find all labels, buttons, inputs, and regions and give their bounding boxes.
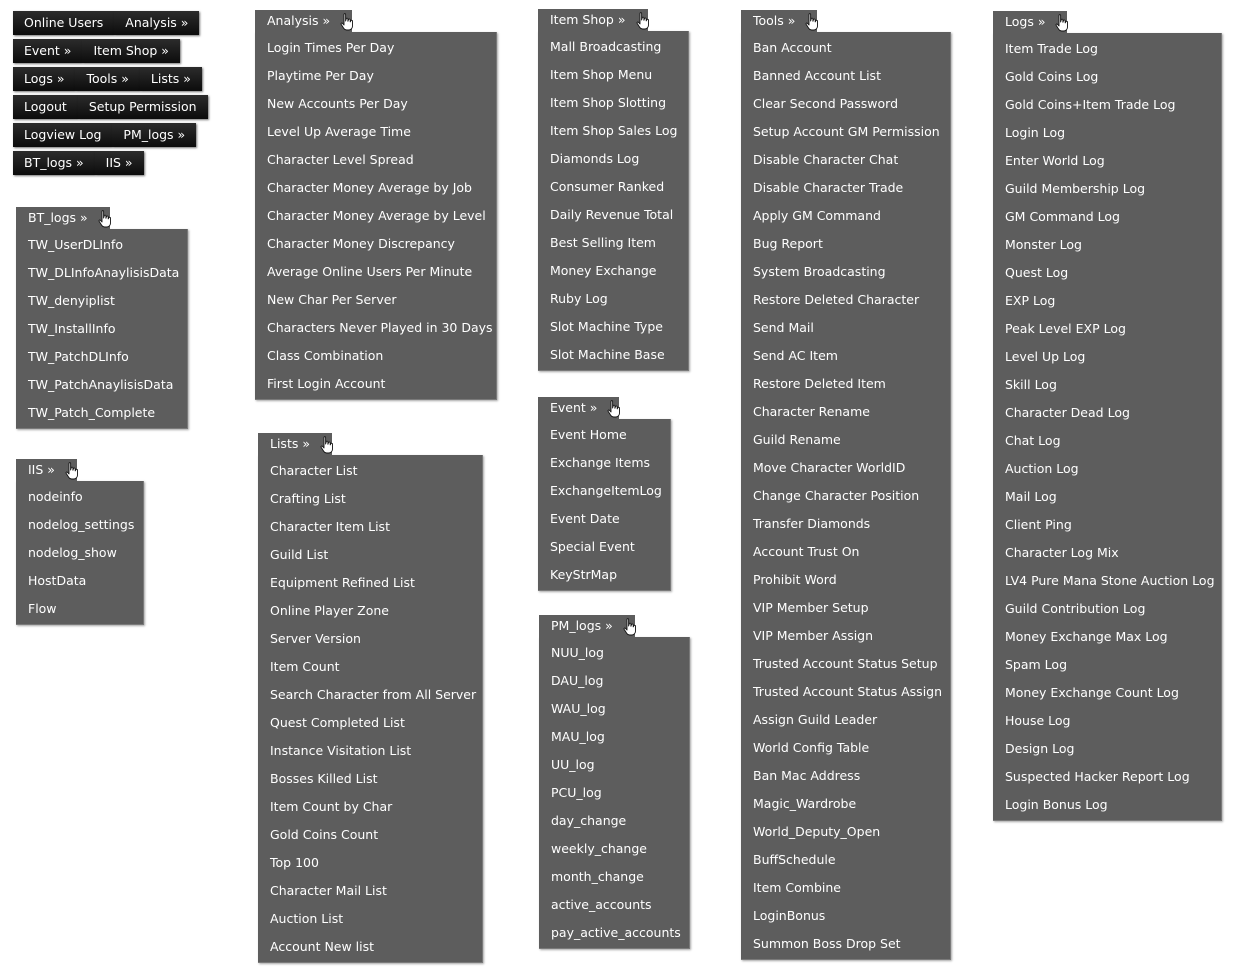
- menu-item-tw-patchdlinfo[interactable]: TW_PatchDLInfo: [28, 349, 129, 364]
- menu-item-dau-log[interactable]: DAU_log: [551, 673, 604, 688]
- menu-item-setup-account-gm-permission[interactable]: Setup Account GM Permission: [753, 124, 940, 139]
- hand-cursor-icon: [65, 462, 79, 480]
- menu-item-vip-member-assign[interactable]: VIP Member Assign: [753, 628, 874, 643]
- menu-tools-list: [741, 32, 951, 960]
- menu-item-bug-report[interactable]: Bug Report: [753, 236, 823, 251]
- menu-item-item-combine[interactable]: Item Combine: [753, 880, 842, 895]
- nav-tools-button[interactable]: Tools »: [75, 67, 139, 91]
- menu-item-tw-denyiplist[interactable]: TW_denyiplist: [28, 293, 115, 308]
- nav-logs-button[interactable]: Logs »: [13, 67, 75, 91]
- menu-iis-title: IIS »: [28, 462, 55, 477]
- menu-item-prohibit-word[interactable]: Prohibit Word: [753, 572, 837, 587]
- menu-item-money-exchange-max-log[interactable]: Money Exchange Max Log: [1005, 629, 1168, 644]
- menu-lists-title: Lists »: [270, 436, 310, 451]
- menu-item-level-up-average-time[interactable]: Level Up Average Time: [267, 124, 411, 139]
- menu-item-consumer-ranked[interactable]: Consumer Ranked: [550, 179, 665, 194]
- menu-item-nuu-log[interactable]: NUU_log: [551, 645, 604, 660]
- menu-item-world-deputy-open[interactable]: World_Deputy_Open: [753, 824, 881, 839]
- menu-item-daily-revenue-total[interactable]: Daily Revenue Total: [550, 207, 674, 222]
- menu-analysis-list: [255, 32, 497, 400]
- menu-item-guild-rename[interactable]: Guild Rename: [753, 432, 841, 447]
- menu-item-search-character-from-all-server[interactable]: Search Character from All Server: [270, 687, 477, 702]
- menu-item-playtime-per-day[interactable]: Playtime Per Day: [267, 68, 374, 83]
- menu-event: [538, 397, 671, 591]
- menu-item-ruby-log[interactable]: Ruby Log: [550, 291, 608, 306]
- menu-iis-list: [16, 481, 144, 625]
- menu-item-top-100[interactable]: Top 100: [270, 855, 319, 870]
- menu-item-tw-patchanaylisisdata[interactable]: TW_PatchAnaylisisData: [28, 377, 174, 392]
- menu-item-keystrmap[interactable]: KeyStrMap: [550, 567, 618, 582]
- menu-item-gold-coins-count[interactable]: Gold Coins Count: [270, 827, 379, 842]
- menu-item-enter-world-log[interactable]: Enter World Log: [1005, 153, 1105, 168]
- menu-item-wau-log[interactable]: WAU_log: [551, 701, 606, 716]
- menu-item-gold-coins-item-trade-log[interactable]: Gold Coins+Item Trade Log: [1005, 97, 1176, 112]
- menu-item-shop: [538, 9, 689, 371]
- hand-cursor-icon: [340, 13, 354, 31]
- menu-item-login-log[interactable]: Login Log: [1005, 125, 1066, 140]
- menu-item-buffschedule[interactable]: BuffSchedule: [753, 852, 836, 867]
- menu-item-skill-log[interactable]: Skill Log: [1005, 377, 1057, 392]
- menu-event-list: [538, 419, 671, 591]
- menu-item-character-money-discrepancy[interactable]: Character Money Discrepancy: [267, 236, 455, 251]
- menu-item-money-exchange-count-log[interactable]: Money Exchange Count Log: [1005, 685, 1179, 700]
- hand-cursor-icon: [623, 618, 637, 636]
- menu-item-clear-second-password[interactable]: Clear Second Password: [753, 96, 899, 111]
- menu-item-day-change[interactable]: day_change: [551, 813, 627, 828]
- menu-item-send-mail[interactable]: Send Mail: [753, 320, 814, 335]
- menu-item-lv4-pure-mana-stone-auction-log[interactable]: LV4 Pure Mana Stone Auction Log: [1005, 573, 1215, 588]
- menu-item-gm-command-log[interactable]: GM Command Log: [1005, 209, 1120, 224]
- menu-event-header[interactable]: [538, 397, 619, 419]
- menu-item-change-character-position[interactable]: Change Character Position: [753, 488, 920, 503]
- menu-item-diamonds-log[interactable]: Diamonds Log: [550, 151, 640, 166]
- menu-item-shop-list: [538, 31, 689, 371]
- menu-analysis: [255, 10, 497, 400]
- menu-item-move-character-worldid[interactable]: Move Character WorldID: [753, 460, 906, 475]
- menu-item-design-log[interactable]: Design Log: [1005, 741, 1075, 756]
- menu-item-transfer-diamonds[interactable]: Transfer Diamonds: [753, 516, 871, 531]
- menu-item-nodelog-show[interactable]: nodelog_show: [28, 545, 117, 560]
- nav-analysis-button[interactable]: Analysis »: [114, 11, 199, 35]
- menu-item-loginbonus[interactable]: LoginBonus: [753, 908, 826, 923]
- menu-item-account-new-list[interactable]: Account New list: [270, 939, 375, 954]
- menu-item-item-shop-menu[interactable]: Item Shop Menu: [550, 67, 653, 82]
- hand-cursor-icon: [98, 210, 112, 228]
- nav-row-5: [13, 123, 196, 148]
- menu-item-house-log[interactable]: House Log: [1005, 713, 1071, 728]
- menu-item-restore-deleted-item[interactable]: Restore Deleted Item: [753, 376, 886, 391]
- menu-item-banned-account-list[interactable]: Banned Account List: [753, 68, 881, 83]
- nav-row-4: [13, 95, 208, 120]
- menu-item-character-dead-log[interactable]: Character Dead Log: [1005, 405, 1130, 420]
- menu-item-special-event[interactable]: Special Event: [550, 539, 635, 554]
- menu-item-instance-visitation-list[interactable]: Instance Visitation List: [270, 743, 412, 758]
- nav-row-3: [13, 67, 202, 92]
- menu-item-guild-contribution-log[interactable]: Guild Contribution Log: [1005, 601, 1146, 616]
- menu-item-disable-character-trade[interactable]: Disable Character Trade: [753, 180, 904, 195]
- menu-item-average-online-users-per-minute[interactable]: Average Online Users Per Minute: [267, 264, 473, 279]
- menu-item-mail-log[interactable]: Mail Log: [1005, 489, 1057, 504]
- menu-item-disable-character-chat[interactable]: Disable Character Chat: [753, 152, 899, 167]
- menu-item-mall-broadcasting[interactable]: Mall Broadcasting: [550, 39, 662, 54]
- menu-lists: [258, 433, 483, 963]
- menu-logs-list: [993, 33, 1222, 821]
- menu-item-nodelog-settings[interactable]: nodelog_settings: [28, 517, 135, 532]
- menu-item-character-list[interactable]: Character List: [270, 463, 358, 478]
- menu-bt-logs: [16, 207, 188, 429]
- menu-item-quest-completed-list[interactable]: Quest Completed List: [270, 715, 405, 730]
- menu-item-magic-wardrobe[interactable]: Magic_Wardrobe: [753, 796, 857, 811]
- nav-setup-permission-button[interactable]: Setup Permission: [78, 95, 208, 119]
- menu-item-pcu-log[interactable]: PCU_log: [551, 785, 602, 800]
- menu-item-item-shop-sales-log[interactable]: Item Shop Sales Log: [550, 123, 678, 138]
- menu-item-world-config-table[interactable]: World Config Table: [753, 740, 870, 755]
- menu-item-login-bonus-log[interactable]: Login Bonus Log: [1005, 797, 1108, 812]
- menu-item-system-broadcasting[interactable]: System Broadcasting: [753, 264, 886, 279]
- menu-item-character-money-average-by-level[interactable]: Character Money Average by Level: [267, 208, 486, 223]
- menu-bt-logs-title: BT_logs »: [28, 210, 88, 225]
- menu-item-tw-installinfo[interactable]: TW_InstallInfo: [28, 321, 116, 336]
- menu-item-uu-log[interactable]: UU_log: [551, 757, 595, 772]
- hand-cursor-icon: [320, 436, 334, 454]
- menu-logs-header[interactable]: [993, 11, 1067, 33]
- menu-item-new-char-per-server[interactable]: New Char Per Server: [267, 292, 397, 307]
- menu-item-crafting-list[interactable]: Crafting List: [270, 491, 346, 506]
- nav-event-button[interactable]: Event »: [13, 39, 82, 63]
- hand-cursor-icon: [805, 13, 819, 31]
- menu-item-exp-log[interactable]: EXP Log: [1005, 293, 1056, 308]
- menu-pm-logs: [539, 615, 690, 949]
- menu-item-mau-log[interactable]: MAU_log: [551, 729, 605, 744]
- nav-row-6: [13, 151, 144, 176]
- menu-item-online-player-zone[interactable]: Online Player Zone: [270, 603, 389, 618]
- menu-item-event-home[interactable]: Event Home: [550, 427, 627, 442]
- menu-lists-header[interactable]: [258, 433, 332, 455]
- menu-item-class-combination[interactable]: Class Combination: [267, 348, 384, 363]
- menu-bt-logs-list: [16, 229, 188, 429]
- menu-item-best-selling-item[interactable]: Best Selling Item: [550, 235, 656, 250]
- menu-item-suspected-hacker-report-log[interactable]: Suspected Hacker Report Log: [1005, 769, 1190, 784]
- nav-iis-button[interactable]: IIS »: [95, 151, 144, 175]
- menu-item-assign-guild-leader[interactable]: Assign Guild Leader: [753, 712, 878, 727]
- menu-iis-header[interactable]: [16, 459, 77, 481]
- menu-lists-list: [258, 455, 483, 963]
- menu-item-trusted-account-status-assign[interactable]: Trusted Account Status Assign: [753, 684, 943, 699]
- nav-row-1: [13, 11, 199, 36]
- menu-item-tw-dlinfoanaylisisdata[interactable]: TW_DLInfoAnaylisisData: [28, 265, 180, 280]
- menu-logs-title: Logs »: [1005, 14, 1046, 29]
- menu-item-money-exchange[interactable]: Money Exchange: [550, 263, 657, 278]
- menu-item-nodeinfo[interactable]: nodeinfo: [28, 489, 83, 504]
- hand-cursor-icon: [636, 12, 650, 30]
- nav-bt-logs-button[interactable]: BT_logs »: [13, 151, 95, 175]
- menu-item-server-version[interactable]: Server Version: [270, 631, 361, 646]
- menu-pm-logs-list: [539, 637, 690, 949]
- menu-item-pay-active-accounts[interactable]: pay_active_accounts: [551, 925, 681, 940]
- menu-item-equipment-refined-list[interactable]: Equipment Refined List: [270, 575, 415, 590]
- menu-item-chat-log[interactable]: Chat Log: [1005, 433, 1061, 448]
- menu-item-exchangeitemlog[interactable]: ExchangeItemLog: [550, 483, 662, 498]
- menu-item-character-level-spread[interactable]: Character Level Spread: [267, 152, 414, 167]
- menu-item-ban-mac-address[interactable]: Ban Mac Address: [753, 768, 861, 783]
- menu-pm-logs-title: PM_logs »: [551, 618, 613, 633]
- menu-iis: [16, 459, 144, 625]
- menu-item-item-count[interactable]: Item Count: [270, 659, 340, 674]
- menu-item-level-up-log[interactable]: Level Up Log: [1005, 349, 1086, 364]
- menu-item-slot-machine-type[interactable]: Slot Machine Type: [550, 319, 663, 334]
- menu-item-item-count-by-char[interactable]: Item Count by Char: [270, 799, 393, 814]
- nav-logout-button[interactable]: Logout: [13, 95, 78, 119]
- menu-item-item-trade-log[interactable]: Item Trade Log: [1005, 41, 1098, 56]
- nav-logview-log-button[interactable]: Logview Log: [13, 123, 112, 147]
- menu-item-characters-never-played-in-30-days[interactable]: Characters Never Played in 30 Days: [267, 320, 493, 335]
- menu-item-peak-level-exp-log[interactable]: Peak Level EXP Log: [1005, 321, 1126, 336]
- menu-item-shop-title: Item Shop »: [550, 12, 626, 27]
- menu-bt-logs-header[interactable]: [16, 207, 110, 229]
- menu-item-character-item-list[interactable]: Character Item List: [270, 519, 390, 534]
- menu-event-title: Event »: [550, 400, 598, 415]
- menu-item-guild-list[interactable]: Guild List: [270, 547, 329, 562]
- menu-item-quest-log[interactable]: Quest Log: [1005, 265, 1069, 280]
- menu-tools: [741, 10, 951, 960]
- menu-item-active-accounts[interactable]: active_accounts: [551, 897, 652, 912]
- menu-item-send-ac-item[interactable]: Send AC Item: [753, 348, 838, 363]
- menu-item-monster-log[interactable]: Monster Log: [1005, 237, 1082, 252]
- menu-item-gold-coins-log[interactable]: Gold Coins Log: [1005, 69, 1099, 84]
- menu-item-character-money-average-by-job[interactable]: Character Money Average by Job: [267, 180, 472, 195]
- menu-item-character-mail-list[interactable]: Character Mail List: [270, 883, 387, 898]
- nav-pm-logs-button[interactable]: PM_logs »: [112, 123, 196, 147]
- menu-item-ban-account[interactable]: Ban Account: [753, 40, 832, 55]
- menu-tools-title: Tools »: [753, 13, 796, 28]
- menu-item-slot-machine-base[interactable]: Slot Machine Base: [550, 347, 665, 362]
- menu-item-month-change[interactable]: month_change: [551, 869, 644, 884]
- menu-item-shop-header[interactable]: [538, 9, 648, 31]
- menu-item-tw-patch-complete[interactable]: TW_Patch_Complete: [28, 405, 156, 420]
- menu-logs: [993, 11, 1222, 821]
- nav-row-2: [13, 39, 180, 64]
- menu-item-flow[interactable]: Flow: [28, 601, 57, 616]
- menu-item-new-accounts-per-day[interactable]: New Accounts Per Day: [267, 96, 408, 111]
- nav-lists-button[interactable]: Lists »: [140, 67, 202, 91]
- menu-item-tw-userdlinfo[interactable]: TW_UserDLInfo: [28, 237, 123, 252]
- menu-item-auction-log[interactable]: Auction Log: [1005, 461, 1079, 476]
- menu-item-bosses-killed-list[interactable]: Bosses Killed List: [270, 771, 378, 786]
- nav-item-shop-button[interactable]: Item Shop »: [82, 39, 180, 63]
- menu-item-character-log-mix[interactable]: Character Log Mix: [1005, 545, 1119, 560]
- menu-tools-header[interactable]: [741, 10, 817, 32]
- menu-item-spam-log[interactable]: Spam Log: [1005, 657, 1068, 672]
- menu-item-vip-member-setup[interactable]: VIP Member Setup: [753, 600, 869, 615]
- menu-item-apply-gm-command[interactable]: Apply GM Command: [753, 208, 881, 223]
- hand-cursor-icon: [607, 400, 621, 418]
- menu-item-item-shop-slotting[interactable]: Item Shop Slotting: [550, 95, 667, 110]
- menu-item-client-ping[interactable]: Client Ping: [1005, 517, 1072, 532]
- menu-item-trusted-account-status-setup[interactable]: Trusted Account Status Setup: [753, 656, 938, 671]
- menu-analysis-header[interactable]: [255, 10, 352, 32]
- menu-item-event-date[interactable]: Event Date: [550, 511, 620, 526]
- menu-item-login-times-per-day[interactable]: Login Times Per Day: [267, 40, 395, 55]
- menu-item-guild-membership-log[interactable]: Guild Membership Log: [1005, 181, 1146, 196]
- menu-item-restore-deleted-character[interactable]: Restore Deleted Character: [753, 292, 920, 307]
- menu-item-first-login-account[interactable]: First Login Account: [267, 376, 386, 391]
- menu-item-hostdata[interactable]: HostData: [28, 573, 87, 588]
- menu-pm-logs-header[interactable]: [539, 615, 635, 637]
- menu-item-auction-list[interactable]: Auction List: [270, 911, 344, 926]
- hand-cursor-icon: [1055, 14, 1069, 32]
- menu-item-summon-boss-drop-set[interactable]: Summon Boss Drop Set: [753, 936, 901, 951]
- nav-online-users-button[interactable]: Online Users: [13, 11, 114, 35]
- menu-analysis-title: Analysis »: [267, 13, 331, 28]
- menu-item-exchange-items[interactable]: Exchange Items: [550, 455, 651, 470]
- menu-item-weekly-change[interactable]: weekly_change: [551, 841, 647, 856]
- menu-item-account-trust-on[interactable]: Account Trust On: [753, 544, 860, 559]
- menu-item-character-rename[interactable]: Character Rename: [753, 404, 870, 419]
